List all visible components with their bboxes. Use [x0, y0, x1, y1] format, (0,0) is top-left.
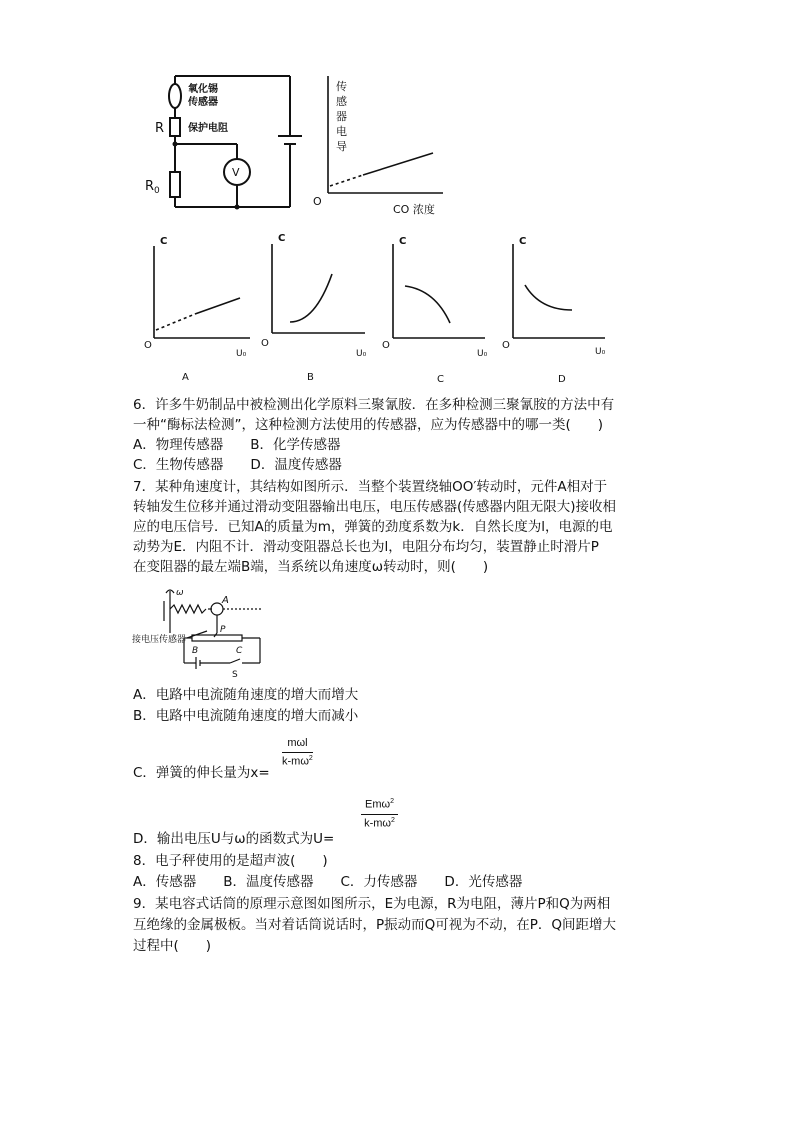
conductance-graph-figure [308, 68, 458, 220]
q7-option-d: D．输出电压U与ω的函数式为U= [133, 831, 335, 847]
q7-option-c-numerator: mωl [282, 737, 313, 753]
q6-line-3: A．物理传感器 B．化学传感器 [133, 437, 341, 453]
q7-option-a: A．电路中电流随角速度的增大而增大 [133, 687, 359, 703]
graph-d-origin: O [502, 340, 510, 351]
q7-option-d-denominator: $k-m\omega^2$ [364, 816, 395, 830]
q7-option-b: B．电路中电流随角速度的增大而减小 [133, 708, 359, 724]
q7-fig-sensor-label: 接电压传感器 [132, 635, 187, 645]
q6-line-1: 6．许多牛奶制品中被检测出化学原料三聚氰胺．在多种检测三聚氰胺的方法中有 [133, 397, 615, 413]
graph-a-ylabel: C [160, 236, 168, 247]
graph-c-xlabel: U₀ [477, 349, 488, 359]
q8-line-2: A．传感器 B．温度传感器 C．力传感器 D．光传感器 [133, 874, 523, 890]
q7-line-5: 在变阻器的最左端B端，当系统以角速度ω转动时，则( ) [133, 559, 489, 575]
graph-b-origin: O [261, 338, 269, 349]
graph-c-caption: C [437, 374, 444, 385]
graph-d-xlabel: U₀ [595, 347, 606, 357]
graph-origin: O [313, 195, 322, 208]
q7-option-c-fraction [282, 737, 313, 768]
graph-d-caption: D [558, 374, 566, 385]
q7-fig-omega: ω [176, 588, 184, 598]
q6-line-4: C．生物传感器 D．温度传感器 [133, 457, 342, 473]
q7-line-3: 应的电压信号．已知A的质量为m，弹簧的劲度系数为k．自然长度为l，电源的电 [133, 519, 613, 535]
graph-c-origin: O [382, 340, 390, 351]
graph-xlabel: CO 浓度 [393, 203, 435, 216]
voltmeter-label: V [232, 166, 240, 179]
q7-option-d-numerator: Emω$^2$ [361, 798, 398, 815]
q7-fig-b-label: B [192, 646, 199, 656]
graph-a-xlabel: U₀ [236, 349, 247, 359]
q9-line-1: 9．某电容式话筒的原理示意图如图所示，E为电源，R为电阻，薄片P和Q为两相 [133, 896, 611, 912]
q7-option-d-fraction [361, 798, 398, 829]
q7-fig-c-label: C [236, 646, 243, 656]
q6-line-2: 一种“酶标法检测”，这种检测方法使用的传感器，应为传感器中的哪一类( ) [133, 417, 604, 433]
q7-line-4: 动势为E．内阻不计．滑动变阻器总长也为l，电阻分布均匀，装置静止时滑片P [133, 539, 599, 555]
sensor-label-2: 传感器 [188, 97, 218, 108]
q7-fig-p-label: P [220, 625, 226, 635]
resistor-r-label: R [155, 121, 165, 136]
protect-resistor-label: 保护电阻 [188, 123, 228, 134]
graph-ylabel-char-3: 电 [336, 125, 347, 138]
q9-line-3: 过程中( ) [133, 938, 212, 954]
graph-a-caption: A [182, 372, 189, 383]
q9-line-2: 互绝缘的金属极板。当对着话筒说话时，P振动而Q可视为不动，在P．Q间距增大 [133, 917, 617, 933]
graph-ylabel-char-1: 感 [336, 95, 347, 108]
graph-ylabel-char-2: 器 [336, 110, 347, 123]
graph-b-xlabel: U₀ [356, 349, 367, 359]
q7-option-c: C．弹簧的伸长量为x= [133, 765, 270, 781]
angular-velocity-meter-figure [132, 585, 272, 680]
graph-c-ylabel: C [399, 236, 407, 247]
graph-d-ylabel: C [519, 236, 527, 247]
q7-option-c-denominator: $k-m\omega^2$ [282, 755, 313, 768]
sensor-circuit-figure [140, 62, 310, 222]
sensor-label-1: 氧化锡 [188, 84, 218, 95]
q7-fig-s-label: S [232, 670, 238, 680]
graph-b-ylabel: C [278, 233, 286, 244]
q7-fig-mass-label: A [222, 595, 229, 606]
q7-line-2: 转轴发生位移并通过滑动变阻器输出电压，电压传感器(传感器内阻无限大)接收相 [133, 499, 617, 515]
graph-ylabel-char-4: 导 [336, 140, 347, 153]
graph-b-caption: B [307, 372, 314, 383]
graph-a-origin: O [144, 340, 152, 351]
q8-line-1: 8．电子秤使用的是超声波( ) [133, 853, 328, 869]
graph-ylabel-char-0: 传 [336, 80, 347, 93]
q7-line-1: 7．某种角速度计，其结构如图所示．当整个装置绕轴OO′转动时，元件A相对于 [133, 479, 608, 495]
resistor-r0-label: $R_0$ [145, 179, 160, 196]
option-graphs-row [140, 228, 620, 388]
